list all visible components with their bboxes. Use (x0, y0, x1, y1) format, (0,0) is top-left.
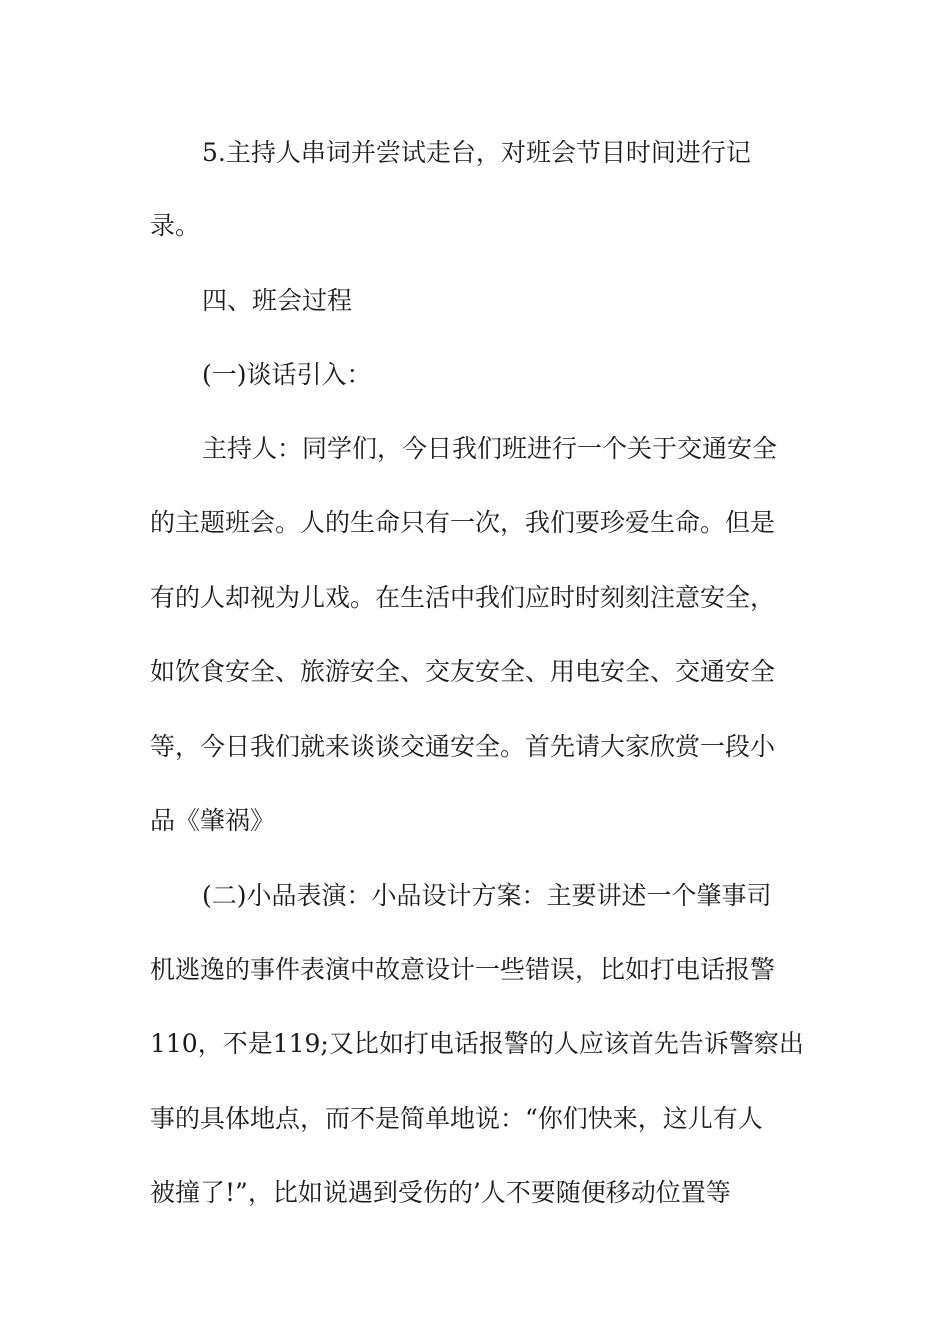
subheading-talk-intro: (一)谈话引入： (202, 360, 372, 389)
text-line-injured-person: 被撞了!”，比如说遇到受伤的’人不要随便移动位置等 (150, 1178, 731, 1207)
text-line-hit-and-run: 机逃逸的事件表演中故意设计一些错误，比如打电话报警 (150, 955, 776, 984)
text-line-theme-meeting: 的主题班会。人的生命只有一次，我们要珍爱生命。但是 (150, 508, 776, 537)
text-line-host-script: 5.主持人串词并尝试走台，对班会节目时间进行记 (202, 138, 751, 167)
text-line-traffic-safety: 等，今日我们就来谈谈交通安全。首先请大家欣赏一段小 (150, 732, 776, 761)
section-heading-meeting-process: 四、班会过程 (202, 286, 353, 315)
subheading-skit-performance: (二)小品表演：小品设计方案：主要讲述一个肇事司 (202, 881, 772, 910)
text-line-safety-attention: 有的人却视为儿戏。在生活中我们应时时刻刻注意安全， (150, 583, 776, 612)
text-line-emergency-number: 110，不是119;又比如打电话报警的人应该首先告诉警察出 (150, 1029, 804, 1058)
text-line-location-report: 事的具体地点，而不是简单地说：“你们快来，这儿有人 (150, 1104, 763, 1133)
text-line-record: 录。 (150, 211, 201, 240)
text-line-host-greeting: 主持人：同学们，今日我们班进行一个关于交通安全 (202, 434, 778, 463)
text-line-safety-types: 如饮食安全、旅游安全、交友安全、用电安全、交通安全 (150, 657, 776, 686)
text-line-skit-title: 品《肇祸》 (150, 806, 276, 835)
